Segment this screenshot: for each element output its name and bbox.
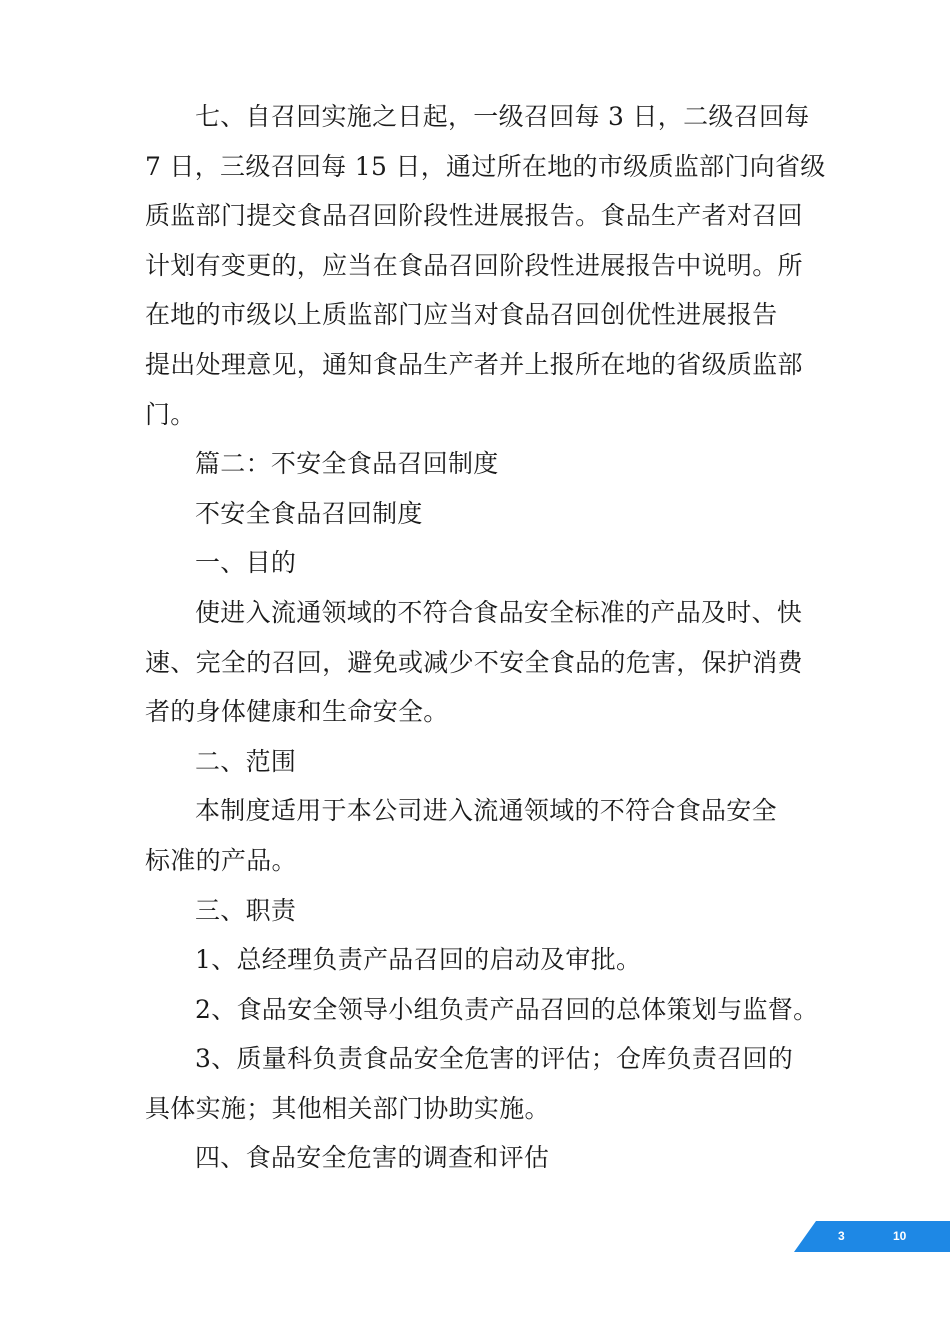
text-line: 一、目的 bbox=[195, 548, 297, 578]
text-line: 计划有变更的，应当在食品召回阶段性进展报告中说明。所 bbox=[145, 250, 803, 280]
text-line: 7 日，三级召回每 15 日，通过所在地的市级质监部门向省级 bbox=[145, 151, 826, 181]
footer-banner-shape bbox=[794, 1221, 950, 1252]
text-line: 二、范围 bbox=[195, 746, 297, 776]
text-line: 1、总经理负责产品召回的启动及审批。 bbox=[195, 945, 642, 975]
text-line: 2、食品安全领导小组负责产品召回的总体策划与监督。 bbox=[195, 994, 819, 1024]
text-line: 3、质量科负责食品安全危害的评估；仓库负责召回的 bbox=[195, 1044, 794, 1074]
text-line: 提出处理意见，通知食品生产者并上报所在地的省级质监部 bbox=[145, 349, 803, 379]
text-line: 在地的市级以上质监部门应当对食品召回创优性进展报告 bbox=[145, 300, 778, 330]
document-body bbox=[145, 92, 826, 1183]
text-line: 本制度适用于本公司进入流通领域的不符合食品安全 bbox=[195, 796, 777, 826]
text-line: 七、自召回实施之日起，一级召回每 3 日，二级召回每 bbox=[195, 102, 810, 131]
text-line: 不安全食品召回制度 bbox=[195, 498, 423, 528]
text-line: 使进入流通领域的不符合食品安全标准的产品及时、快 bbox=[195, 597, 803, 627]
text-line: 速、完全的召回，避免或减少不安全食品的危害，保护消费 bbox=[145, 647, 803, 677]
total-pages-number: 10 bbox=[893, 1229, 907, 1243]
text-line: 具体实施；其他相关部门协助实施。 bbox=[145, 1093, 550, 1123]
current-page-number: 3 bbox=[838, 1229, 845, 1243]
text-line: 篇二：不安全食品召回制度 bbox=[195, 449, 499, 479]
text-line: 三、职责 bbox=[195, 895, 297, 925]
text-line: 四、食品安全危害的调查和评估 bbox=[195, 1143, 550, 1173]
text-line: 者的身体健康和生命安全。 bbox=[145, 697, 449, 727]
page-footer bbox=[794, 1221, 950, 1252]
text-line: 门。 bbox=[145, 399, 196, 429]
text-line: 质监部门提交食品召回阶段性进展报告。食品生产者对召回 bbox=[145, 201, 803, 231]
text-line: 标准的产品。 bbox=[145, 845, 297, 875]
